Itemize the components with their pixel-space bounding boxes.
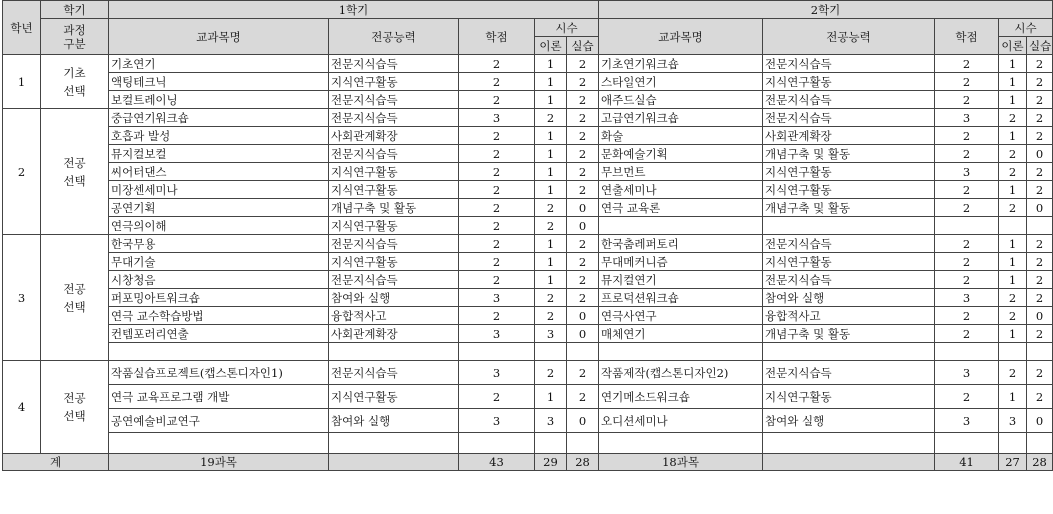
- sem1-competency: 참여와 실행: [329, 289, 459, 307]
- sem2-practice-hours: 2: [1027, 253, 1053, 271]
- sem2-credit: 2: [935, 307, 999, 325]
- sem2-credit: [935, 433, 999, 454]
- sem1-competency: 사회관계확장: [329, 127, 459, 145]
- header-course-type-line2: 구분: [63, 36, 86, 51]
- sem2-competency: [763, 217, 935, 235]
- total-credit-1: 43: [459, 454, 535, 471]
- sem2-subject-name: 무대메커니즘: [599, 253, 763, 271]
- table-row: [3, 361, 1053, 385]
- sem1-practice-hours: 2: [567, 127, 599, 145]
- grade-cell: 2: [3, 109, 41, 235]
- sem1-credit: 2: [459, 91, 535, 109]
- sem1-theory-hours: [535, 433, 567, 454]
- sem2-subject-name: 스타일연기: [599, 73, 763, 91]
- sem2-subject-name: 프로덕션워크숍: [599, 289, 763, 307]
- sem2-credit: 3: [935, 109, 999, 127]
- sem1-competency: 사회관계확장: [329, 325, 459, 343]
- sem2-credit: 2: [935, 91, 999, 109]
- sem2-credit: 2: [935, 181, 999, 199]
- sem2-practice-hours: 2: [1027, 55, 1053, 73]
- sem1-subject-name: 연극 교육프로그램 개발: [109, 385, 329, 409]
- sem2-credit: 2: [935, 55, 999, 73]
- sem1-theory-hours: 1: [535, 127, 567, 145]
- sem1-practice-hours: 0: [567, 199, 599, 217]
- sem2-theory-hours: 1: [999, 181, 1027, 199]
- sem2-competency: 전문지식습득: [763, 109, 935, 127]
- total-theory-1: 29: [535, 454, 567, 471]
- sem1-theory-hours: 1: [535, 73, 567, 91]
- sem2-competency: 지식연구활동: [763, 181, 935, 199]
- sem1-theory-hours: 1: [535, 91, 567, 109]
- course-type-line: 선택: [63, 83, 86, 98]
- sem2-theory-hours: 1: [999, 127, 1027, 145]
- sem2-theory-hours: 1: [999, 271, 1027, 289]
- sem1-credit: 2: [459, 145, 535, 163]
- sem1-theory-hours: 2: [535, 289, 567, 307]
- sem1-credit: 2: [459, 127, 535, 145]
- sem1-theory-hours: 2: [535, 307, 567, 325]
- sem2-credit: 3: [935, 163, 999, 181]
- sem1-credit: 3: [459, 361, 535, 385]
- sem2-subject-name: 연극사연구: [599, 307, 763, 325]
- sem2-theory-hours: 1: [999, 253, 1027, 271]
- sem1-practice-hours: 2: [567, 361, 599, 385]
- sem1-subject-name: 기초연기: [109, 55, 329, 73]
- total-practice-1: 28: [567, 454, 599, 471]
- sem2-theory-hours: 2: [999, 289, 1027, 307]
- sem1-theory-hours: 1: [535, 145, 567, 163]
- sem2-credit: 3: [935, 409, 999, 433]
- sem2-competency: 참여와 실행: [763, 289, 935, 307]
- sem2-credit: 2: [935, 145, 999, 163]
- sem1-theory-hours: 1: [535, 235, 567, 253]
- sem2-credit: 2: [935, 127, 999, 145]
- sem1-subject-name: 공연예술비교연구: [109, 409, 329, 433]
- sem2-credit: 2: [935, 73, 999, 91]
- sem1-practice-hours: [567, 433, 599, 454]
- header-competency-2: 전공능력: [763, 19, 935, 55]
- sem1-credit: 3: [459, 289, 535, 307]
- sem2-practice-hours: [1027, 433, 1053, 454]
- sem1-practice-hours: 2: [567, 289, 599, 307]
- sem2-theory-hours: 2: [999, 361, 1027, 385]
- sem1-practice-hours: 2: [567, 235, 599, 253]
- sem2-theory-hours: 3: [999, 409, 1027, 433]
- sem1-competency: 전문지식습득: [329, 91, 459, 109]
- sem2-competency: 전문지식습득: [763, 271, 935, 289]
- sem1-credit: [459, 433, 535, 454]
- sem2-theory-hours: 2: [999, 307, 1027, 325]
- sem2-competency: 전문지식습득: [763, 235, 935, 253]
- header-course-type-line1: 과정: [63, 22, 86, 37]
- sem1-credit: 2: [459, 307, 535, 325]
- sem2-credit: [935, 343, 999, 361]
- sem2-subject-name: 오디션세미나: [599, 409, 763, 433]
- header-practice-2: 실습: [1027, 37, 1053, 55]
- sem2-subject-name: 애주드실습: [599, 91, 763, 109]
- sem2-subject-name: [599, 217, 763, 235]
- sem1-subject-name: 무대기술: [109, 253, 329, 271]
- total-count-1: 19과목: [109, 454, 329, 471]
- sem2-credit: 2: [935, 271, 999, 289]
- sem2-practice-hours: 2: [1027, 163, 1053, 181]
- sem1-subject-name: 미장센세미나: [109, 181, 329, 199]
- sem1-theory-hours: 2: [535, 199, 567, 217]
- table-row: [3, 91, 1053, 109]
- table-row: [3, 271, 1053, 289]
- sem2-credit: 2: [935, 199, 999, 217]
- table-row: [3, 55, 1053, 73]
- grade-cell: 3: [3, 235, 41, 361]
- table-row: [3, 217, 1053, 235]
- sem1-practice-hours: 2: [567, 385, 599, 409]
- sem2-practice-hours: 2: [1027, 181, 1053, 199]
- sem2-practice-hours: 2: [1027, 361, 1053, 385]
- sem2-credit: 2: [935, 325, 999, 343]
- sem2-practice-hours: [1027, 343, 1053, 361]
- sem1-credit: 2: [459, 73, 535, 91]
- total-blank-1: [329, 454, 459, 471]
- sem2-practice-hours: [1027, 217, 1053, 235]
- sem2-competency: 전문지식습득: [763, 361, 935, 385]
- sem1-competency: 전문지식습득: [329, 109, 459, 127]
- sem1-subject-name: 뮤지컬보컬: [109, 145, 329, 163]
- sem2-credit: 3: [935, 361, 999, 385]
- sem2-competency: 개념구축 및 활동: [763, 325, 935, 343]
- sem1-credit: 2: [459, 385, 535, 409]
- sem1-practice-hours: 0: [567, 409, 599, 433]
- table-row: [3, 289, 1053, 307]
- sem2-theory-hours: [999, 433, 1027, 454]
- sem1-competency: 지식연구활동: [329, 217, 459, 235]
- sem2-competency: 지식연구활동: [763, 385, 935, 409]
- sem1-subject-name: 호흡과 발성: [109, 127, 329, 145]
- sem1-subject-name: 액팅테크닉: [109, 73, 329, 91]
- sem1-credit: 2: [459, 271, 535, 289]
- table-row: [3, 325, 1053, 343]
- sem2-theory-hours: 1: [999, 325, 1027, 343]
- sem1-theory-hours: 2: [535, 361, 567, 385]
- sem2-subject-name: 고급연기워크숍: [599, 109, 763, 127]
- sem1-subject-name: 보컬트레이닝: [109, 91, 329, 109]
- sem2-practice-hours: 0: [1027, 307, 1053, 325]
- sem2-practice-hours: 2: [1027, 235, 1053, 253]
- total-theory-2: 27: [999, 454, 1027, 471]
- sem1-practice-hours: 2: [567, 109, 599, 127]
- sem1-theory-hours: 2: [535, 109, 567, 127]
- sem2-practice-hours: 2: [1027, 91, 1053, 109]
- header-practice-1: 실습: [567, 37, 599, 55]
- sem2-competency: 개념구축 및 활동: [763, 199, 935, 217]
- sem1-practice-hours: 2: [567, 73, 599, 91]
- sem1-competency: 참여와 실행: [329, 409, 459, 433]
- sem1-theory-hours: 1: [535, 163, 567, 181]
- sem1-credit: 2: [459, 199, 535, 217]
- sem1-theory-hours: 1: [535, 253, 567, 271]
- sem2-competency: 전문지식습득: [763, 91, 935, 109]
- sem1-subject-name: 중급연기워크숍: [109, 109, 329, 127]
- header-course-type: [41, 19, 109, 55]
- sem1-theory-hours: 1: [535, 181, 567, 199]
- table-row: [3, 163, 1053, 181]
- sem2-theory-hours: 2: [999, 109, 1027, 127]
- sem2-practice-hours: 2: [1027, 109, 1053, 127]
- table-row: [3, 307, 1053, 325]
- sem1-theory-hours: 3: [535, 409, 567, 433]
- total-blank-2: [763, 454, 935, 471]
- total-count-2: 18과목: [599, 454, 763, 471]
- sem2-theory-hours: 2: [999, 199, 1027, 217]
- sem1-practice-hours: 0: [567, 307, 599, 325]
- sem2-theory-hours: 1: [999, 235, 1027, 253]
- header-grade: 학년: [3, 1, 41, 55]
- sem2-theory-hours: 1: [999, 91, 1027, 109]
- sem1-practice-hours: 2: [567, 91, 599, 109]
- table-row: [3, 145, 1053, 163]
- header-subject-1: 교과목명: [109, 19, 329, 55]
- sem2-competency: 전문지식습득: [763, 55, 935, 73]
- sem1-subject-name: 작품실습프로젝트(캡스톤디자인1): [109, 361, 329, 385]
- table-row: [3, 235, 1053, 253]
- sem2-credit: 2: [935, 385, 999, 409]
- sem1-competency: 지식연구활동: [329, 163, 459, 181]
- table-row: [3, 181, 1053, 199]
- sem2-subject-name: 문화예술기획: [599, 145, 763, 163]
- sem2-competency: [763, 433, 935, 454]
- header-hours-2: 시수: [999, 19, 1053, 37]
- curriculum-table: [2, 0, 1053, 471]
- sem1-theory-hours: 1: [535, 271, 567, 289]
- sem1-credit: 2: [459, 253, 535, 271]
- sem2-competency: 개념구축 및 활동: [763, 145, 935, 163]
- sem2-subject-name: 한국춤레퍼토리: [599, 235, 763, 253]
- sem2-subject-name: 기초연기워크숍: [599, 55, 763, 73]
- sem1-credit: 3: [459, 325, 535, 343]
- sem2-theory-hours: 1: [999, 73, 1027, 91]
- sem1-theory-hours: 1: [535, 385, 567, 409]
- sem1-competency: 전문지식습득: [329, 145, 459, 163]
- sem2-subject-name: 연기메소드워크숍: [599, 385, 763, 409]
- sem1-practice-hours: 2: [567, 181, 599, 199]
- sem1-competency: 지식연구활동: [329, 253, 459, 271]
- sem2-subject-name: 매체연기: [599, 325, 763, 343]
- sem1-competency: [329, 433, 459, 454]
- course-type-line: 선택: [63, 409, 86, 423]
- table-row: [3, 127, 1053, 145]
- sem1-theory-hours: 3: [535, 325, 567, 343]
- sem2-competency: 참여와 실행: [763, 409, 935, 433]
- sem1-practice-hours: 2: [567, 271, 599, 289]
- sem1-credit: 2: [459, 235, 535, 253]
- header-subject-2: 교과목명: [599, 19, 763, 55]
- sem1-subject-name: 시창청음: [109, 271, 329, 289]
- sem2-competency: 융합적사고: [763, 307, 935, 325]
- sem1-subject-name: 공연기획: [109, 199, 329, 217]
- sem1-subject-name: 연극의이해: [109, 217, 329, 235]
- table-row: [3, 433, 1053, 454]
- sem2-credit: 2: [935, 235, 999, 253]
- sem1-competency: 전문지식습득: [329, 55, 459, 73]
- sem2-subject-name: 뮤지컬연기: [599, 271, 763, 289]
- sem2-theory-hours: 1: [999, 385, 1027, 409]
- sem2-practice-hours: 0: [1027, 199, 1053, 217]
- sem1-credit: 2: [459, 163, 535, 181]
- curriculum-body: [3, 55, 1053, 454]
- course-type-line: 선택: [63, 173, 86, 188]
- sem2-credit: [935, 217, 999, 235]
- total-credit-2: 41: [935, 454, 999, 471]
- sem2-subject-name: 무브먼트: [599, 163, 763, 181]
- table-row: [3, 253, 1053, 271]
- sem1-practice-hours: 2: [567, 253, 599, 271]
- table-row: [3, 109, 1053, 127]
- sem1-theory-hours: [535, 343, 567, 361]
- sem1-credit: 3: [459, 409, 535, 433]
- course-type-line: 전공: [63, 281, 86, 296]
- sem1-practice-hours: 2: [567, 55, 599, 73]
- table-row: [3, 343, 1053, 361]
- sem2-practice-hours: 2: [1027, 127, 1053, 145]
- sem2-practice-hours: 0: [1027, 409, 1053, 433]
- sem2-theory-hours: [999, 343, 1027, 361]
- table-row: [3, 409, 1053, 433]
- sem1-subject-name: [109, 343, 329, 361]
- sem1-subject-name: 퍼포밍아트워크숍: [109, 289, 329, 307]
- sem2-practice-hours: 2: [1027, 73, 1053, 91]
- sem1-subject-name: 연극 교수학습방법: [109, 307, 329, 325]
- header-semester-2: 2학기: [599, 1, 1053, 19]
- sem1-competency: 지식연구활동: [329, 181, 459, 199]
- table-row: [3, 73, 1053, 91]
- sem1-practice-hours: 2: [567, 163, 599, 181]
- sem2-competency: 지식연구활동: [763, 73, 935, 91]
- sem1-practice-hours: 2: [567, 145, 599, 163]
- sem1-competency: [329, 343, 459, 361]
- course-type-cell: [41, 55, 109, 109]
- sem1-competency: 지식연구활동: [329, 73, 459, 91]
- sem1-credit: 2: [459, 217, 535, 235]
- header-credit-1: 학점: [459, 19, 535, 55]
- table-row: [3, 199, 1053, 217]
- course-type-cell: [41, 235, 109, 361]
- course-type-line: 선택: [63, 299, 86, 314]
- sem1-competency: 지식연구활동: [329, 385, 459, 409]
- sem1-competency: 전문지식습득: [329, 271, 459, 289]
- sem1-subject-name: 씨어터댄스: [109, 163, 329, 181]
- course-type-line: 전공: [63, 391, 86, 405]
- sem1-practice-hours: 0: [567, 217, 599, 235]
- header-hours-1: 시수: [535, 19, 599, 37]
- course-type-cell: [41, 109, 109, 235]
- sem2-theory-hours: [999, 217, 1027, 235]
- course-type-cell: [41, 361, 109, 454]
- sem2-competency: 지식연구활동: [763, 253, 935, 271]
- total-row: [3, 454, 1053, 471]
- sem2-subject-name: 연출세미나: [599, 181, 763, 199]
- sem2-subject-name: 작품제작(캡스톤디자인2): [599, 361, 763, 385]
- total-label: 계: [3, 454, 109, 471]
- sem1-credit: 2: [459, 181, 535, 199]
- sem2-competency: 지식연구활동: [763, 163, 935, 181]
- table-row: [3, 385, 1053, 409]
- sem2-theory-hours: 2: [999, 145, 1027, 163]
- header-semester: 학기: [41, 1, 109, 19]
- sem1-credit: [459, 343, 535, 361]
- sem2-competency: [763, 343, 935, 361]
- grade-cell: 4: [3, 361, 41, 454]
- sem1-subject-name: 컨템포러리연출: [109, 325, 329, 343]
- header-competency-1: 전공능력: [329, 19, 459, 55]
- course-type-line: 전공: [63, 155, 86, 170]
- sem2-practice-hours: 0: [1027, 145, 1053, 163]
- sem2-theory-hours: 1: [999, 55, 1027, 73]
- header-theory-1: 이론: [535, 37, 567, 55]
- sem1-subject-name: [109, 433, 329, 454]
- sem1-theory-hours: 2: [535, 217, 567, 235]
- sem1-credit: 2: [459, 55, 535, 73]
- sem1-practice-hours: [567, 343, 599, 361]
- sem2-competency: 사회관계확장: [763, 127, 935, 145]
- sem2-subject-name: [599, 433, 763, 454]
- sem2-theory-hours: 2: [999, 163, 1027, 181]
- header-semester-1: 1학기: [109, 1, 599, 19]
- course-type-line: 기초: [63, 65, 86, 80]
- sem2-practice-hours: 2: [1027, 385, 1053, 409]
- sem2-subject-name: 화술: [599, 127, 763, 145]
- header-theory-2: 이론: [999, 37, 1027, 55]
- sem1-theory-hours: 1: [535, 55, 567, 73]
- total-practice-2: 28: [1027, 454, 1053, 471]
- header-credit-2: 학점: [935, 19, 999, 55]
- sem2-practice-hours: 2: [1027, 289, 1053, 307]
- grade-cell: 1: [3, 55, 41, 109]
- sem1-practice-hours: 0: [567, 325, 599, 343]
- sem2-subject-name: 연극 교육론: [599, 199, 763, 217]
- sem1-credit: 3: [459, 109, 535, 127]
- sem1-competency: 융합적사고: [329, 307, 459, 325]
- sem1-competency: 전문지식습득: [329, 361, 459, 385]
- sem1-subject-name: 한국무용: [109, 235, 329, 253]
- sem2-credit: 3: [935, 289, 999, 307]
- sem1-competency: 전문지식습득: [329, 235, 459, 253]
- sem2-subject-name: [599, 343, 763, 361]
- sem2-credit: 2: [935, 253, 999, 271]
- sem2-practice-hours: 2: [1027, 271, 1053, 289]
- sem1-competency: 개념구축 및 활동: [329, 199, 459, 217]
- sem2-practice-hours: 2: [1027, 325, 1053, 343]
